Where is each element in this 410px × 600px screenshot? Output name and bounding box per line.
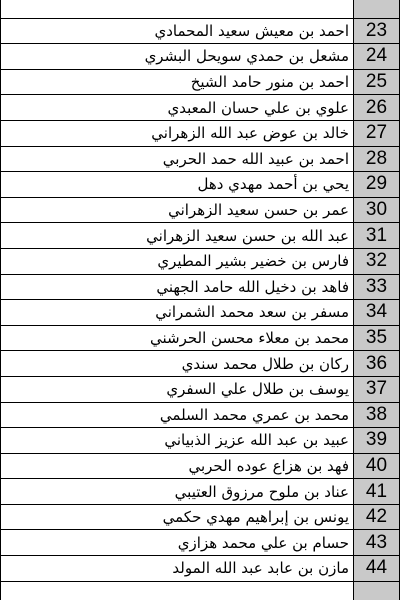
row-number-cell: 39 [354,428,400,454]
student-name-cell: مازن بن عابد عبد الله المولد [1,556,354,582]
row-number-cell [354,0,400,18]
row-number-cell: 36 [354,351,400,377]
table-row [1,172,400,198]
row-number-cell: 27 [354,120,400,146]
student-name-cell: عناد بن ملوح مرزوق العتيبي [1,479,354,505]
row-number-cell: 37 [354,376,400,402]
table-row [1,453,400,479]
table-row [1,248,400,274]
row-number-cell: 43 [354,530,400,556]
student-name-cell: مشعل بن حمدي سويحل البشري [1,44,354,70]
student-name-cell: علوي بن علي حسان المعبدي [1,95,354,121]
table-row [1,428,400,454]
student-name-cell: محمد بن معلاء محسن الحرشني [1,325,354,351]
student-name-cell: مسفر بن سعد محمد الشمراني [1,300,354,326]
student-name-cell: عمر بن حسن سعيد الزهراني [1,197,354,223]
student-name-cell: احمد بن منور حامد الشيخ [1,69,354,95]
row-number-cell: 41 [354,479,400,505]
student-name-cell: احمد بن عبيد الله حمد الحربي [1,146,354,172]
table-row [1,197,400,223]
student-name-cell: محمد بن عمري محمد السلمي [1,402,354,428]
table-row [1,223,400,249]
table-row [1,300,400,326]
table-row [1,18,400,44]
row-number-cell: 33 [354,274,400,300]
student-name-cell: يوسف بن طلال علي السفري [1,376,354,402]
student-name-cell: حسام بن علي محمد هزازي [1,530,354,556]
table-row [1,0,400,18]
student-name-cell [1,581,354,600]
student-name-cell [1,0,354,18]
row-number-cell: 44 [354,556,400,582]
table-row [1,479,400,505]
row-number-cell: 35 [354,325,400,351]
table-row [1,120,400,146]
row-number-cell: 24 [354,44,400,70]
student-name-cell: فارس بن خضير بشير المطيري [1,248,354,274]
student-name-cell: فهد بن هزاع عوده الحربي [1,453,354,479]
row-number-cell: 34 [354,300,400,326]
table-row [1,556,400,582]
row-number-cell [354,581,400,600]
table-row [1,44,400,70]
row-number-cell: 25 [354,69,400,95]
row-number-cell: 28 [354,146,400,172]
row-number-cell: 38 [354,402,400,428]
student-name-cell: ركان بن طلال محمد سندي [1,351,354,377]
row-number-cell: 23 [354,18,400,44]
student-name-cell: يحي بن أحمد مهدي دهل [1,172,354,198]
table-row [1,274,400,300]
table-row [1,581,400,600]
table-row [1,146,400,172]
row-number-cell: 42 [354,504,400,530]
student-name-cell: احمد بن معيش سعيد المحمادي [1,18,354,44]
table-row [1,376,400,402]
student-name-cell: فاهد بن دخيل الله حامد الجهني [1,274,354,300]
row-number-cell: 26 [354,95,400,121]
right-margin [400,0,410,600]
student-name-cell: عبيد بن عبد الله عزيز الذبياني [1,428,354,454]
row-number-cell: 29 [354,172,400,198]
row-number-cell: 31 [354,223,400,249]
student-name-cell: يونس بن إبراهيم مهدي حكمي [1,504,354,530]
row-number-cell: 40 [354,453,400,479]
table-row [1,351,400,377]
student-name-cell: خالد بن عوض عبد الله الزهراني [1,120,354,146]
row-number-cell: 30 [354,197,400,223]
table-row [1,504,400,530]
table-row [1,325,400,351]
table-row [1,402,400,428]
student-name-cell: عبد الله بن حسن سعيد الزهراني [1,223,354,249]
table-row [1,530,400,556]
table-row [1,95,400,121]
table-row [1,69,400,95]
names-table-body [1,0,400,600]
row-number-cell: 32 [354,248,400,274]
